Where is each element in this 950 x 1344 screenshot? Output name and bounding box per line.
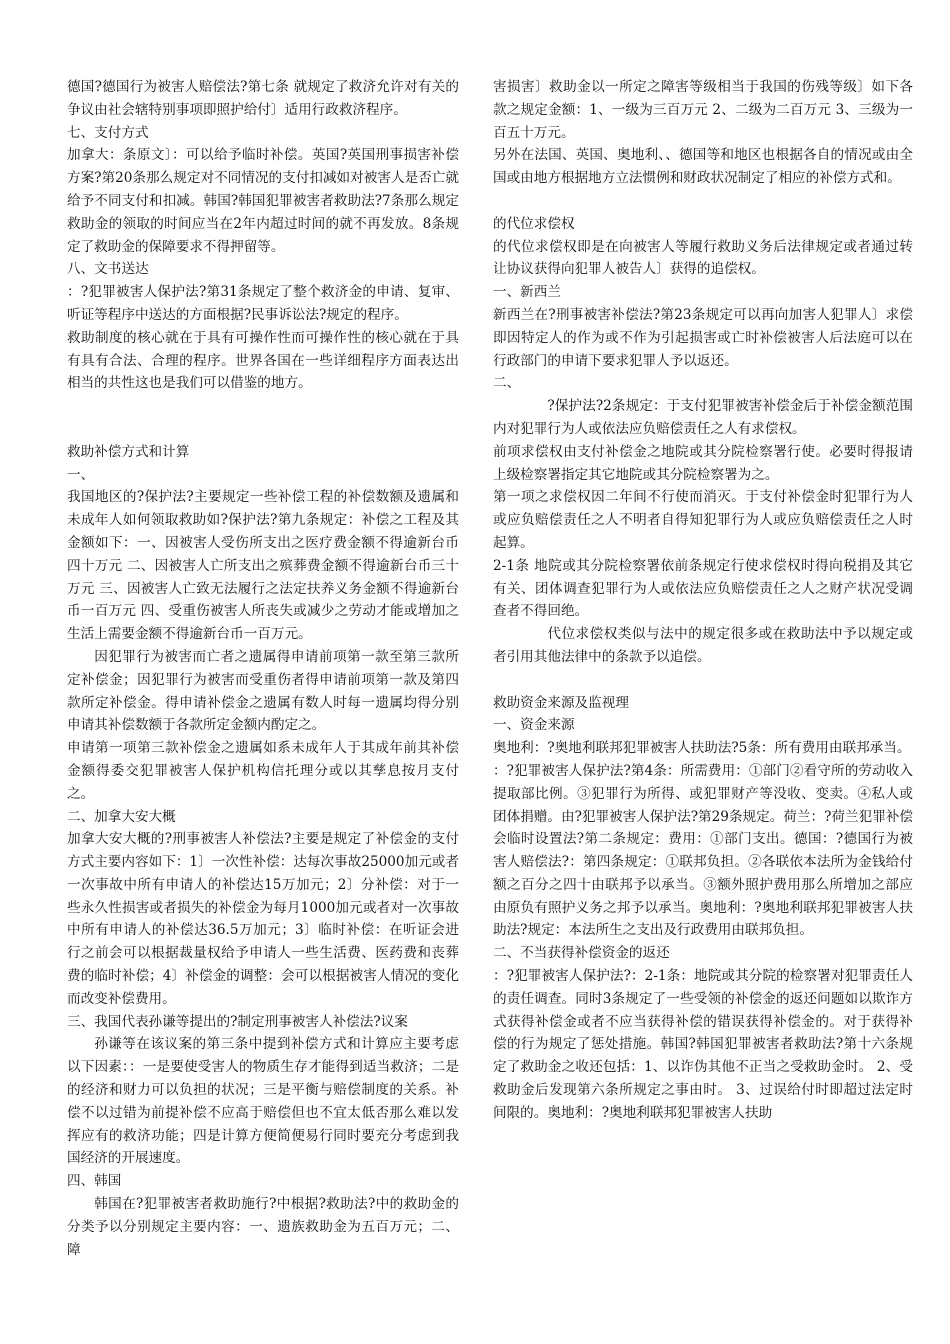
right-paragraph: 第一项之求偿权因二年间不行使而消灭。于支付补偿金时犯罪行为人或应负赔偿责任之人不明者自得知犯罪行为人或应负赔偿责任之人时起算。 <box>493 489 913 551</box>
left-paragraph: 救助制度的核心就在于具有可操作性而可操作性的核心就在于具有具有合法、合理的程序。世界各国在一些详细程序方面表达出相当的共性这也是我们可以借鉴的地方。 <box>67 329 459 392</box>
right-paragraph: 救助资金来源及监视理 <box>493 694 629 711</box>
right-paragraph: 新西兰在?刑事被害补偿法?第23条规定可以再向加害人犯罪人〕求偿即因特定人的作为或不作为引起损害或亡时补偿被害人后法庭可以在行政部门的申请下要求犯罪人予以返还。 <box>493 306 913 369</box>
right-paragraph: 二、不当获得补偿资金的返还 <box>493 945 670 962</box>
right-paragraph: 害损害〕救助金以一所定之障害等级相当于我国的伤残等级〕如下各款之规定金额：1、一级为三百万元 2、二级为二百万元 3、三级为一百五十万元。 <box>493 79 913 141</box>
left-paragraph: 我国地区的?保护法?主要规定一些补偿工程的补偿数额及遗属和未成年人如何领取救助如?保护法?第九条规定：补偿之工程及其金额如下：一、因被害人受伤所支出之医疗费金额不得逾新台币四十万元 二、因被害人亡所支出之殡葬费金额不得逾新台币三十万元 三、因被害人亡致无法履行之法定扶养义务金额不得逾新台币一百万元 四、受重伤被害人所丧失或减少之劳动才能或增加之生活上需要金额不得逾新台币一百万元。 <box>67 489 459 643</box>
left-spacer <box>67 418 459 441</box>
right-spacer <box>493 190 913 213</box>
right-column <box>493 76 913 1125</box>
right-paragraph: 的代位求偿权 <box>493 215 575 232</box>
left-paragraph: 四、韩国 <box>67 1173 122 1190</box>
right-paragraph: ：?犯罪被害人保护法?第4条：所需费用：①部门②看守所的劳动收入提取部比例。③犯罪行为所得、或犯罪财产等没收、变卖。④私人或团体捐赠。由?犯罪被害人保护法?第29条规定。荷兰：?荷兰犯罪补偿会临时设置法?第二条规定：费用：①部门支出。德国：?德国行为被害人赔偿法?：第四条规定：①联邦负担。②各联依本法所为金钱给付额之百分之四十由联邦予以承当。③额外照护费用那么所增加之部应由原负有照护义务之邦予以承当。奥地利：?奥地利联邦犯罪被害人扶助法?规定：本法所生之支出及行政费用由联邦负担。 <box>493 762 913 939</box>
right-paragraph: 前项求偿权由支付补偿金之地院或其分院检察署行使。必要时得报请上级检察署指定其它地院或其分院检察署为之。 <box>493 443 913 483</box>
left-paragraph: 德国?德国行为被害人赔偿法?第七条 就规定了救济允许对有关的争议由社会辖特别事项即照护给付〕适用行政救济程序。 <box>67 79 459 118</box>
left-paragraph: 加拿大：条原文〕：可以给予临时补偿。英国?英国刑事损害补偿方案?第20条那么规定对不同情况的支付扣减如对被害人是否亡就给予不同支付和扣减。韩国?韩国犯罪被害者救助法?7条那么规定救助金的领取的时间应当在2年内超过时间的就不再发放。8条规定了救助金的保障要求不得押留等。 <box>67 147 459 255</box>
right-paragraph: 奥地利：?奥地利联邦犯罪被害人扶助法?5条：所有费用由联邦承当。 <box>493 740 911 757</box>
right-paragraph: ：?犯罪被害人保护法?：2-1条：地院或其分院的检察署对犯罪责任人的责任调查。同时3条规定了一些受领的补偿金的返还问题如以欺诈方式获得补偿金或者不应当获得补偿的错误获得补偿金的。对于获得补偿的行为规定了惩处措施。韩国?韩国犯罪被害者救助法?第十六条规定了救助金之收还包括：1、以诈伪其他不正当之受救助金时。 2、受救助金后发现第六条所规定之事由时。 3、过误给付时即超过法定时间限的。奥地利：?奥地利联邦犯罪被害人扶助 <box>493 968 913 1121</box>
left-column <box>67 76 459 1261</box>
right-paragraph: 代位求偿权类似与法中的规定很多或在救助法中予以规定或者引用其他法律中的条款予以追偿。 <box>493 626 913 665</box>
left-paragraph: 因犯罪行为被害而亡者之遗属得申请前项第一款至第三款所定补偿金；因犯罪行为被害而受重伤者得申请前项第一款及第四款所定补偿金。得申请补偿金之遗属有数人时每一遗属均得分别申请其补偿数额于各款所定金额内酌定之。 <box>67 648 459 734</box>
left-paragraph: 孙谦等在该议案的第三条中提到补偿方式和计算应主要考虑以下因素：：一是要使受害人的物质生存才能得到适当救济；二是的经济和财力可以负担的状况；三是平衡与赔偿制度的关系。补偿不以过错为前提补偿不应高于赔偿但也不宜太低否那么难以发挥应有的救济功能；四是计算方便简便易行同时要充分考虑到我国经济的开展速度。 <box>67 1036 459 1167</box>
left-paragraph: ：?犯罪被害人保护法?第31条规定了整个救济金的申请、复审、听证等程序中送达的方面根据?民事诉讼法?规定的程序。 <box>67 284 459 323</box>
left-paragraph: 三、我国代表孙谦等提出的?制定刑事被害人补偿法?议案 <box>67 1013 408 1030</box>
left-paragraph: 韩国在?犯罪被害者救助施行?中根据?救助法?中的救助金的分类予以分别规定主要内容：一、遗族救助金为五百万元；二、障 <box>67 1196 459 1258</box>
left-paragraph: 申请第一项第三款补偿金之遗属如系未成年人于其成年前其补偿金额得委交犯罪被害人保护机构信托理分或以其孳息按月支付之。 <box>67 740 459 802</box>
left-paragraph: 二、加拿大安大概 <box>67 808 176 825</box>
left-paragraph: 救助补偿方式和计算 <box>67 443 190 460</box>
left-paragraph: 八、文书送达 <box>67 261 149 278</box>
left-paragraph: 一、 <box>67 466 95 483</box>
left-paragraph: 加拿大安大概的?刑事被害人补偿法?主要是规定了补偿金的支付方式主要内容如下：1〕一次性补偿：达每次事故25000加元或者一次事故中所有申请人的补偿达15万加元；2〕分补偿：对于一些永久性损害或者损失的补偿金为每月1000加元或者对一次事故中所有申请人的补偿达36.5万加元；3〕临时补偿：在听证会进行之前会可以根据裁量权给予申请人一些生活费、医药费和丧葬费的临时补偿；4〕补偿金的调整：会可以根据被害人情况的变化而改变补偿费用。 <box>67 831 460 1007</box>
right-paragraph: 一、资金来源 <box>493 717 575 734</box>
right-spacer <box>493 669 913 692</box>
right-paragraph: 的代位求偿权即是在向被害人等履行救助义务后法律规定或者通过转让协议获得向犯罪人被告人〕获得的追偿权。 <box>493 238 913 278</box>
right-paragraph: 另外在法国、英国、奥地利、、德国等和地区也根据各自的情况或由全国或由地方根据地方立法惯例和财政状况制定了相应的补偿方式和。 <box>493 147 913 187</box>
right-paragraph: 一、新西兰 <box>493 284 561 301</box>
right-paragraph: ?保护法?2条规定：于支付犯罪被害补偿金后于补偿金额范围内对犯罪行为人或依法应负赔偿责任之人有求偿权。 <box>493 398 913 437</box>
left-paragraph: 七、支付方式 <box>67 124 149 141</box>
right-paragraph: 二、 <box>493 375 521 392</box>
right-paragraph: 2-1条 地院或其分院检察署依前条规定行使求偿权时得向税捐及其它有关、团体调查犯罪行为人或依法应负赔偿责任之人之财产状况受调查者不得回绝。 <box>493 557 913 620</box>
left-spacer <box>67 395 459 418</box>
